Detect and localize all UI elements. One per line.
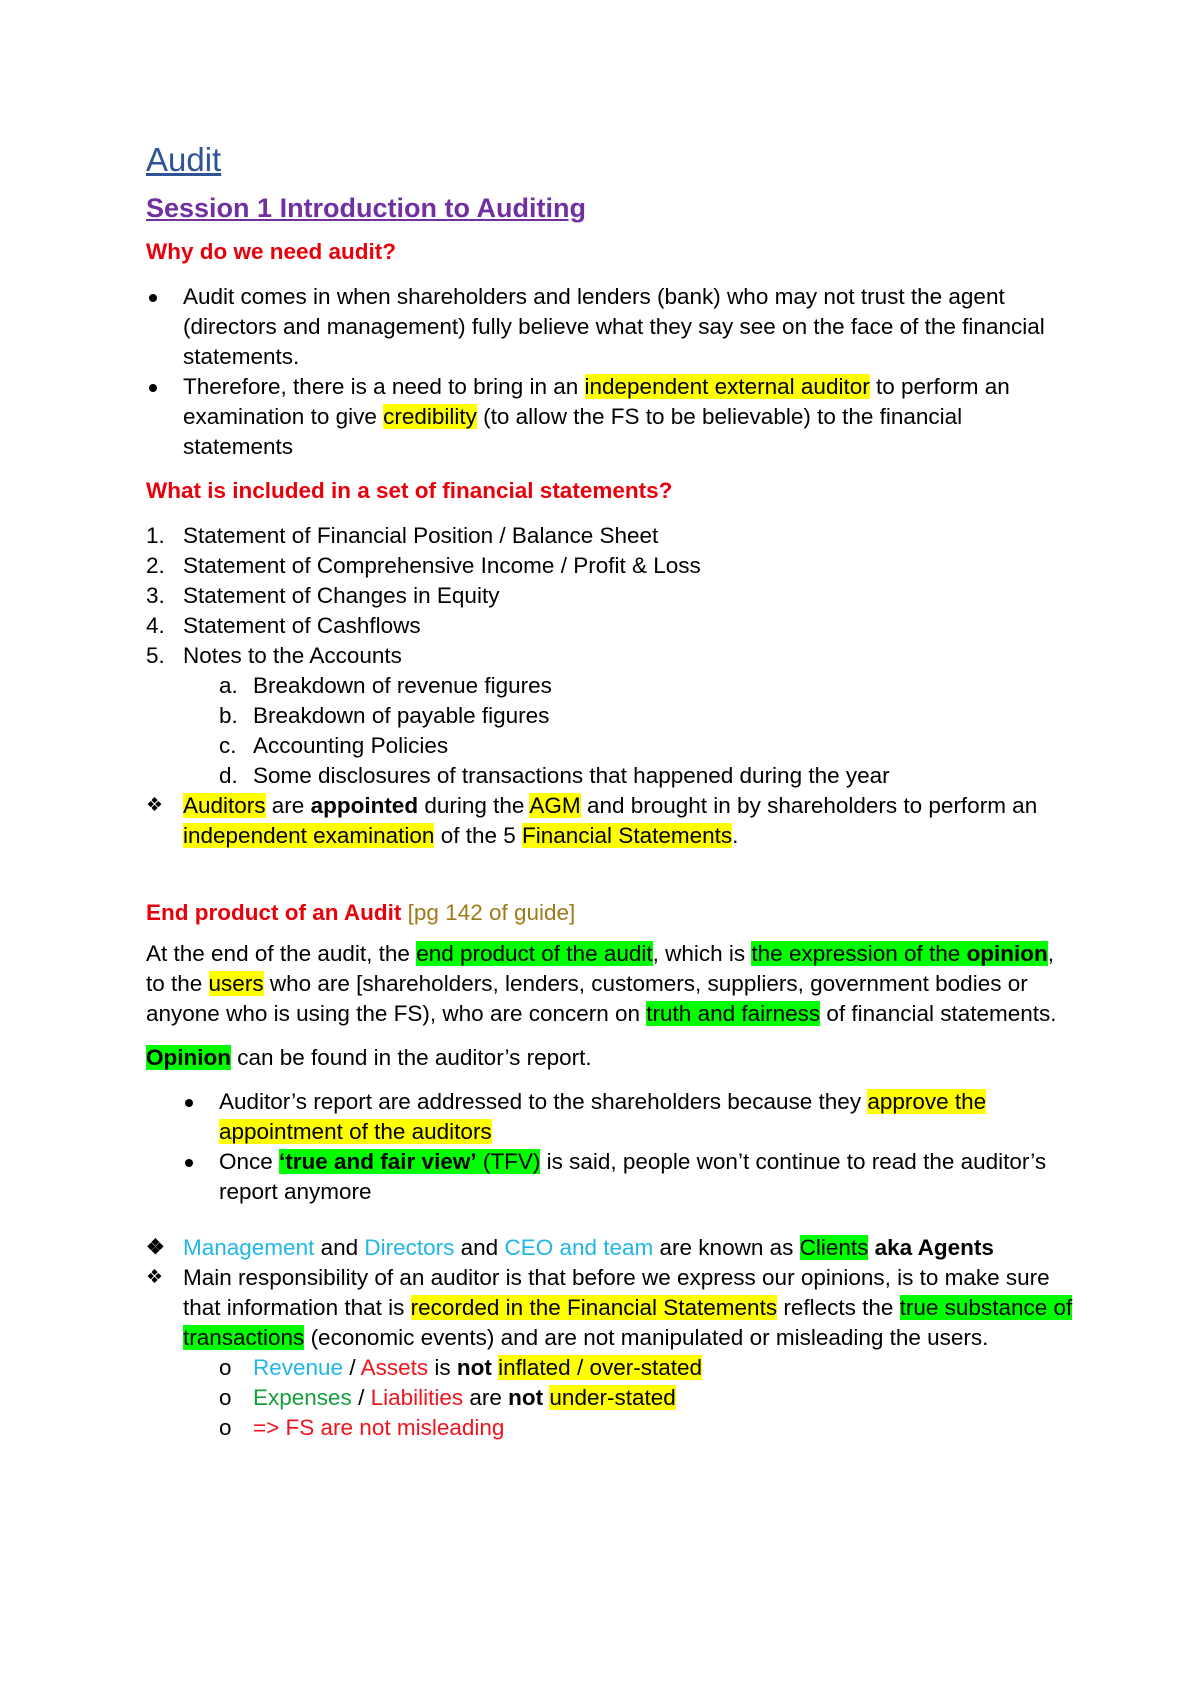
auditors-note: ❖ Auditors are appointed during the AGM and brought in by shareholders to perform an independent examination of the 5 Financial Statements. <box>146 793 1038 848</box>
list-item: 5. Notes to the Accounts <box>146 643 402 668</box>
report-list <box>146 1087 1076 1207</box>
list-item: o Expenses / Liabilities are not under-stated <box>219 1383 1076 1413</box>
circle-bullet-icon: o <box>219 1385 232 1410</box>
highlight: credibility <box>383 404 477 429</box>
clients-note: ❖ Management and Directors and CEO and team are known as Clients aka Agents <box>146 1233 1076 1263</box>
end-product-paragraph: At the end of the audit, the end product of the audit, which is the expression of the opinion, to the users who are [shareholders, lenders, customers, suppliers, government bodies or anyone who is using the FS), who are concern on truth and fairness of financial statements. <box>146 941 1057 1026</box>
diamond-bullet-icon: ❖ <box>146 1267 164 1288</box>
list-item: Audit comes in when shareholders and lenders (bank) who may not trust the agent (directors and management) fully believe what they say see on the face of the financial statements. <box>146 282 1076 372</box>
fs-heading: What is included in a set of financial statements? <box>146 478 673 503</box>
list-item: 1. Statement of Financial Position / Balance Sheet <box>146 523 659 548</box>
notes-sublist <box>146 671 1076 791</box>
document-title: Audit <box>146 141 222 178</box>
circle-bullet-icon: o <box>219 1415 232 1440</box>
session-heading: Session 1 Introduction to Auditing <box>146 193 586 223</box>
diamond-bullet-icon: ❖ <box>146 795 164 816</box>
list-item: o => FS are not misleading <box>219 1413 1076 1443</box>
bullet-icon <box>149 384 157 392</box>
opinion-paragraph: Opinion can be found in the auditor’s report. <box>146 1045 592 1070</box>
list-item: Auditor’s report are addressed to the shareholders because they approve the appointment of the auditors <box>182 1087 1076 1147</box>
responsibility-note: ❖ Main responsibility of an auditor is that before we express our opinions, is to make sure that information that is recorded in the Financial Statements reflects the true substance of transactions (economic events) and are not manipulated or misleading the users. <box>146 1265 1073 1350</box>
bullet-icon <box>149 294 157 302</box>
why-audit-heading: Why do we need audit? <box>146 239 397 264</box>
list-item: Therefore, there is a need to bring in an independent external auditor to perform an examination to give credibility (to allow the FS to be believable) to the financial statements <box>146 372 1076 462</box>
list-item: 3. Statement of Changes in Equity <box>146 583 500 608</box>
end-product-heading: End product of an Audit [pg 142 of guide] <box>146 900 576 925</box>
list-item: b. Breakdown of payable figures <box>219 703 550 728</box>
document-body <box>146 140 1076 1443</box>
list-item: o Revenue / Assets is not inflated / over-stated <box>219 1353 1076 1383</box>
list-item: 2. Statement of Comprehensive Income / Profit & Loss <box>146 553 701 578</box>
list-item: c. Accounting Policies <box>219 733 449 758</box>
fs-numbered-list <box>146 521 1076 671</box>
bullet-icon <box>185 1099 193 1107</box>
list-item: d. Some disclosures of transactions that happened during the year <box>219 763 890 788</box>
diamond-bullet-icon: ❖ <box>146 1236 165 1259</box>
page-reference: [pg 142 of guide] <box>401 900 576 925</box>
circle-bullet-icon: o <box>219 1355 232 1380</box>
responsibility-sublist <box>146 1353 1076 1443</box>
list-item: Once ‘true and fair view’ (TFV) is said, people won’t continue to read the auditor’s report anymore <box>182 1147 1076 1207</box>
list-item: a. Breakdown of revenue figures <box>219 673 552 698</box>
list-item: 4. Statement of Cashflows <box>146 613 421 638</box>
why-audit-list <box>146 282 1076 462</box>
highlight: independent external auditor <box>584 374 870 399</box>
bullet-icon <box>185 1159 193 1167</box>
